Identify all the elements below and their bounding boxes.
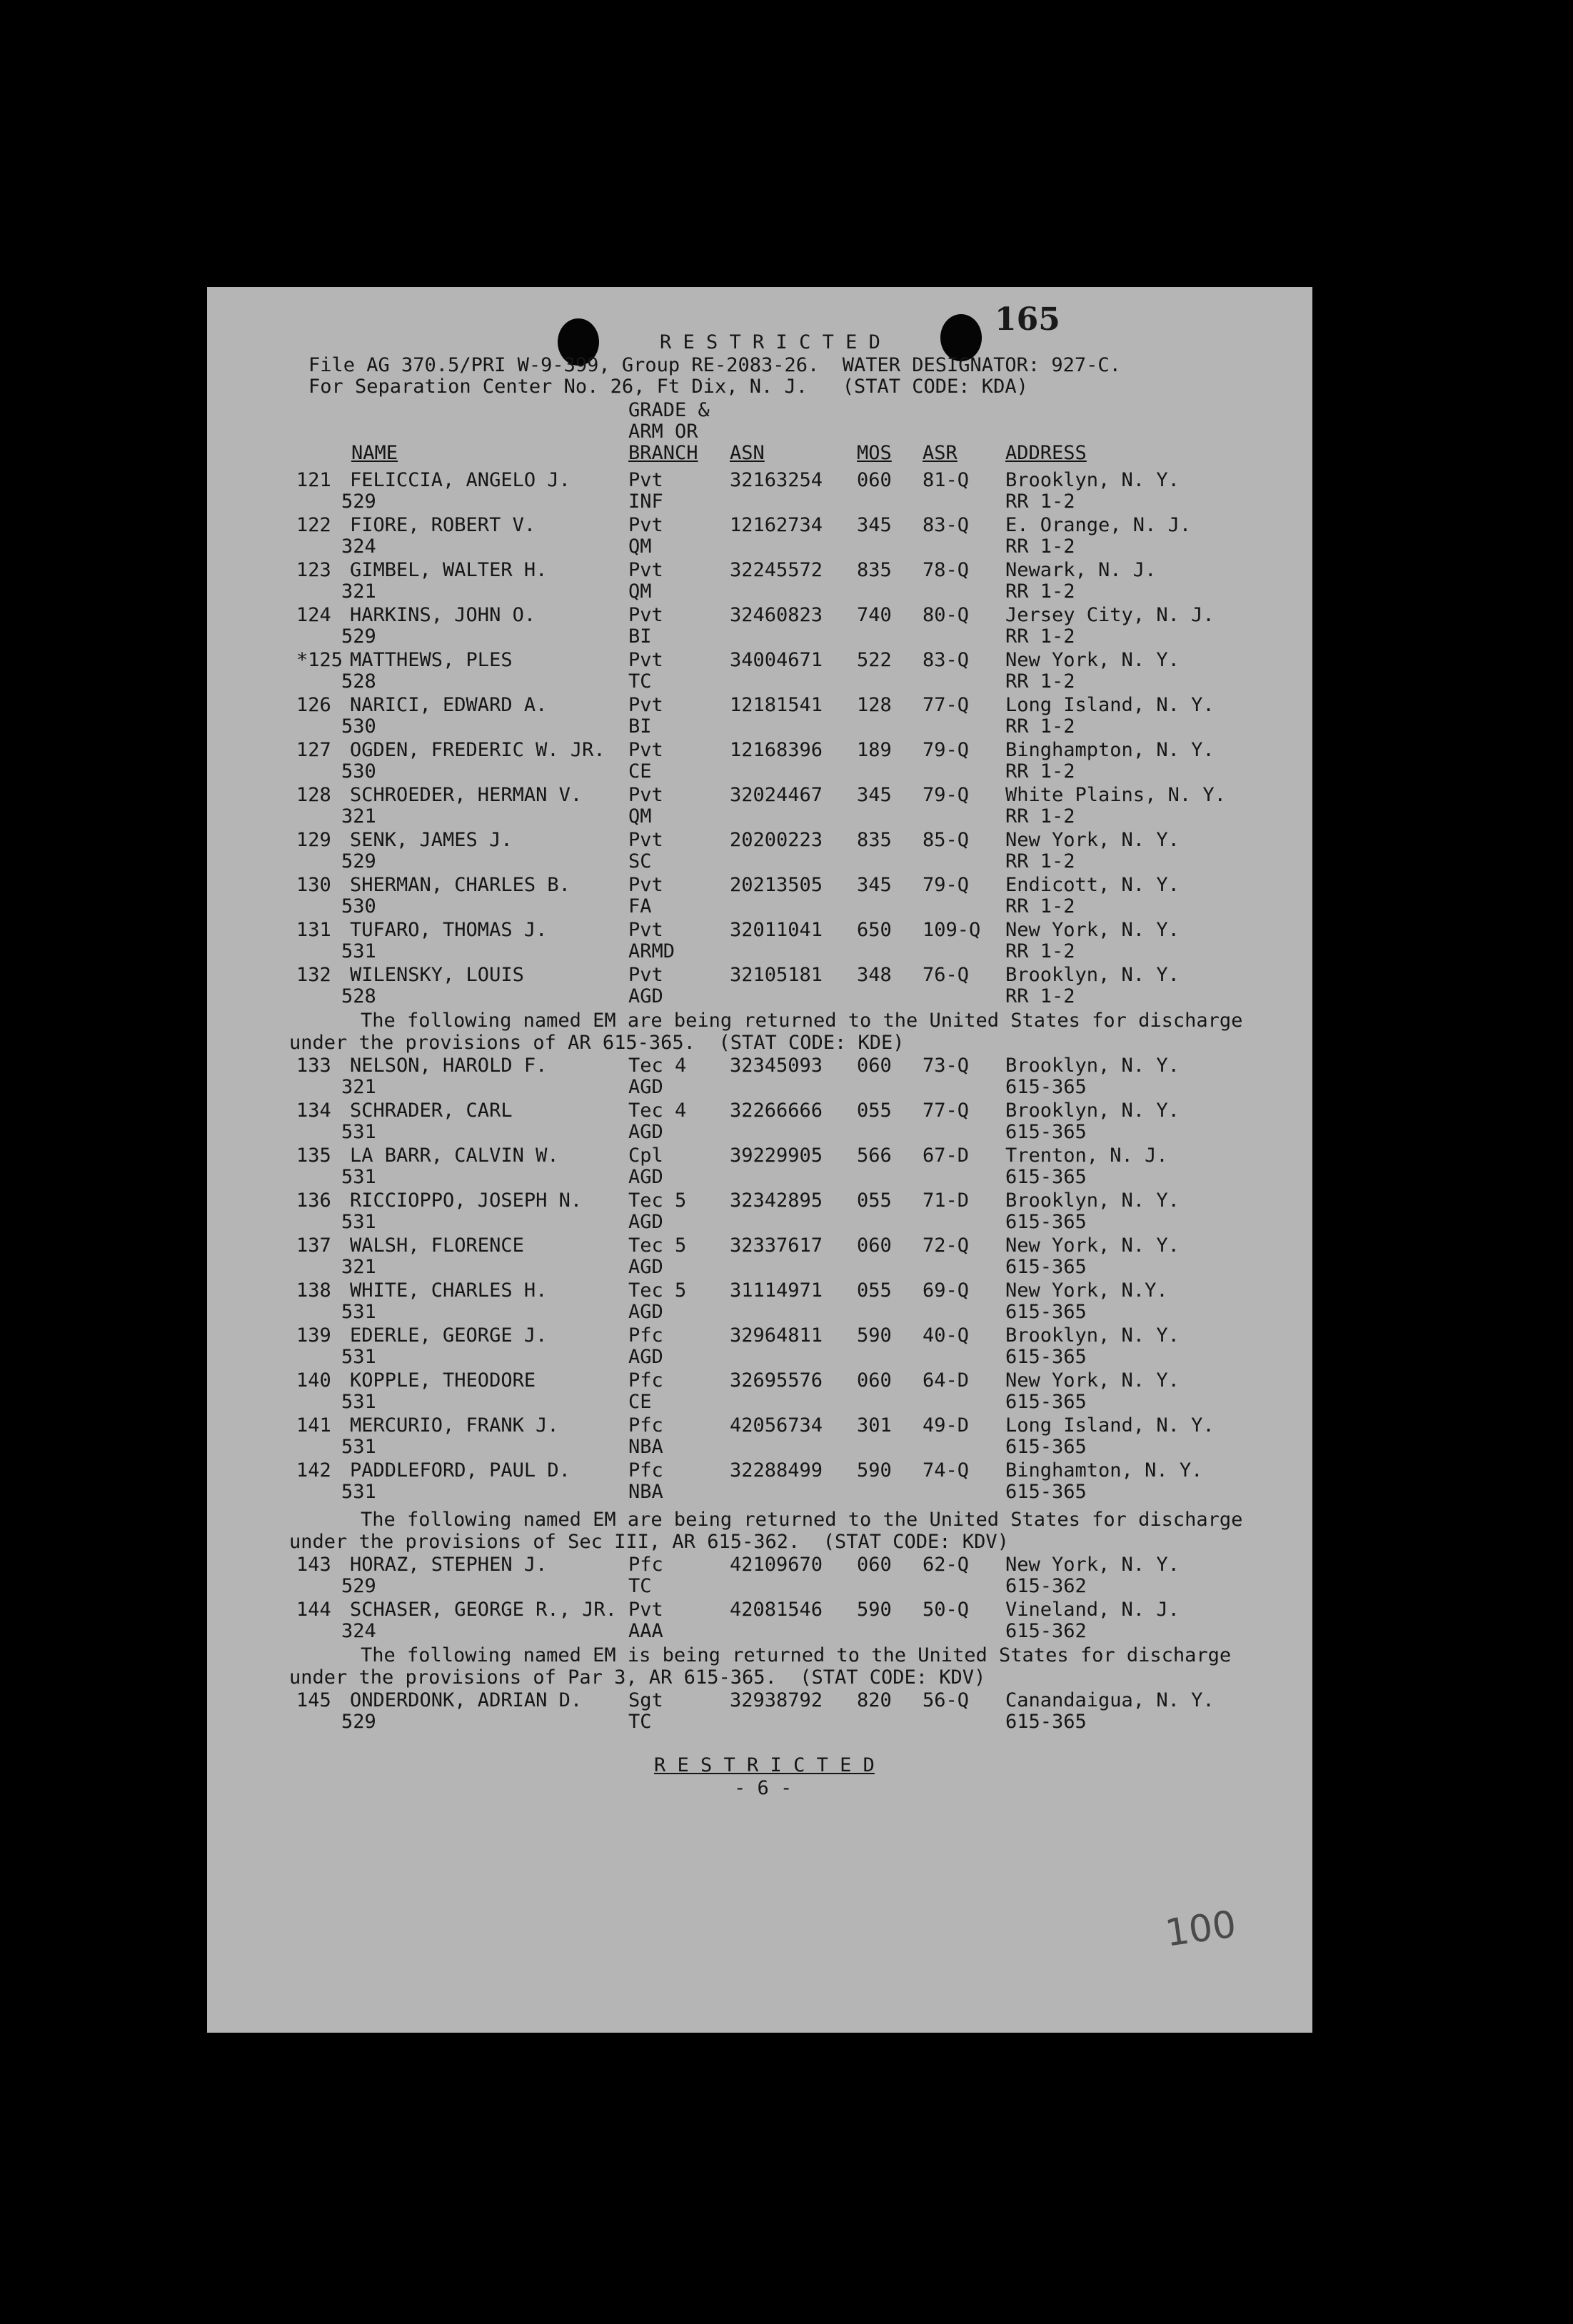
entry-number: 142 (296, 1459, 331, 1482)
discharge-paragraph-1 (289, 1010, 1246, 1054)
file-header-line1: File AG 370.5/PRI W-9-399, Group RE-2083-26. WATER DESIGNATOR: 927-C. (308, 354, 1121, 376)
branch: INF (628, 491, 663, 513)
address: New York, N. Y. (1005, 919, 1180, 941)
branch: SC (628, 850, 652, 872)
grade: Tec 5 (628, 1279, 687, 1302)
regulation: 615-365 (1005, 1166, 1087, 1188)
branch: TC (628, 1575, 652, 1597)
entry-number: 136 (296, 1189, 331, 1212)
address: New York, N. Y. (1005, 829, 1180, 851)
grade: Pfc (628, 1324, 663, 1347)
entry-number: 145 (296, 1689, 331, 1711)
address: Brooklyn, N. Y. (1005, 1324, 1180, 1347)
unit-code: 531 (341, 940, 376, 962)
col-grade-line1: GRADE & (628, 399, 710, 421)
mos: 055 (857, 1189, 892, 1212)
grade: Pvt (628, 784, 663, 806)
asn: 20200223 (730, 829, 823, 851)
unit-code: 529 (341, 1575, 376, 1597)
unit-code: 529 (341, 1711, 376, 1733)
grade: Pfc (628, 1554, 663, 1576)
branch: NBA (628, 1481, 663, 1503)
soldier-name: FIORE, ROBERT V. (350, 514, 536, 536)
regulation: 615-365 (1005, 1256, 1087, 1278)
asr: 71-D (923, 1189, 970, 1212)
grade: Pfc (628, 1459, 663, 1482)
unit-code: 324 (341, 535, 376, 558)
grade: Pvt (628, 694, 663, 716)
branch: AGD (628, 1166, 663, 1188)
unit-code: 531 (341, 1211, 376, 1233)
mos: 060 (857, 1554, 892, 1576)
unit-code: 528 (341, 670, 376, 693)
regulation: RR 1-2 (1005, 535, 1075, 558)
unit-code: 531 (341, 1166, 376, 1188)
asr: 79-Q (923, 784, 970, 806)
address: New York, N. Y. (1005, 649, 1180, 671)
entry-number: 123 (296, 559, 331, 581)
grade: Cpl (628, 1145, 663, 1167)
asn: 32024467 (730, 784, 823, 806)
branch: AGD (628, 1076, 663, 1098)
branch: AGD (628, 1121, 663, 1143)
regulation: 615-365 (1005, 1391, 1087, 1413)
mos: 590 (857, 1324, 892, 1347)
unit-code: 531 (341, 1121, 376, 1143)
regulation: 615-365 (1005, 1436, 1087, 1458)
unit-code: 531 (341, 1481, 376, 1503)
entry-number: 130 (296, 874, 331, 896)
unit-code: 530 (341, 760, 376, 783)
regulation: RR 1-2 (1005, 805, 1075, 828)
branch: ARMD (628, 940, 675, 962)
paragraph-line: under the provisions of Sec III, AR 615-362. (STAT CODE: KDV) (289, 1531, 1009, 1553)
soldier-name: RICCIOPPO, JOSEPH N. (350, 1189, 583, 1212)
soldier-name: MATTHEWS, PLES (350, 649, 513, 671)
paragraph-line: The following named EM is being returned to the United States for discharge (361, 1644, 1232, 1666)
mos: 060 (857, 469, 892, 491)
asn: 32695576 (730, 1369, 823, 1392)
unit-code: 324 (341, 1620, 376, 1642)
branch: AGD (628, 985, 663, 1007)
asn: 42081546 (730, 1599, 823, 1621)
asr: 62-Q (923, 1554, 970, 1576)
asn: 34004671 (730, 649, 823, 671)
asn: 20213505 (730, 874, 823, 896)
col-asn: ASN (730, 442, 765, 464)
entry-number: 143 (296, 1554, 331, 1576)
mos: 348 (857, 964, 892, 986)
discharge-paragraph-3 (289, 1644, 1246, 1689)
soldier-name: GIMBEL, WALTER H. (350, 559, 548, 581)
asn: 39229905 (730, 1145, 823, 1167)
asn: 32938792 (730, 1689, 823, 1711)
regulation: 615-365 (1005, 1121, 1087, 1143)
unit-code: 321 (341, 805, 376, 828)
mos: 060 (857, 1369, 892, 1392)
mos: 055 (857, 1100, 892, 1122)
asn: 12181541 (730, 694, 823, 716)
entry-number: 126 (296, 694, 331, 716)
mos: 055 (857, 1279, 892, 1302)
unit-code: 530 (341, 715, 376, 738)
branch: BI (628, 715, 652, 738)
unit-code: 529 (341, 625, 376, 648)
asr: 76-Q (923, 964, 970, 986)
address: Brooklyn, N. Y. (1005, 1189, 1180, 1212)
asr: 77-Q (923, 694, 970, 716)
paragraph-line: under the provisions of Par 3, AR 615-365. (STAT CODE: KDV) (289, 1666, 986, 1689)
mos: 301 (857, 1414, 892, 1437)
unit-code: 321 (341, 580, 376, 603)
entry-number: *125 (296, 649, 343, 671)
address: Jersey City, N. J. (1005, 604, 1215, 626)
soldier-name: SENK, JAMES J. (350, 829, 513, 851)
stamped-page-number: 165 (995, 301, 1060, 338)
entry-number: 133 (296, 1055, 331, 1077)
asr: 40-Q (923, 1324, 970, 1347)
asn: 32337617 (730, 1234, 823, 1257)
file-header-line2: For Separation Center No. 26, Ft Dix, N. J. (STAT CODE: KDA) (308, 376, 1028, 398)
asn: 32011041 (730, 919, 823, 941)
branch: AGD (628, 1301, 663, 1323)
mos: 820 (857, 1689, 892, 1711)
grade: Pvt (628, 829, 663, 851)
asr: 83-Q (923, 649, 970, 671)
branch: QM (628, 805, 652, 828)
mos: 189 (857, 739, 892, 761)
paragraph-line: The following named EM are being returned to the United States for discharge (361, 1509, 1243, 1531)
asr: 49-D (923, 1414, 970, 1437)
unit-code: 531 (341, 1346, 376, 1368)
asr: 79-Q (923, 874, 970, 896)
paragraph-line: under the provisions of AR 615-365. (STAT CODE: KDE) (289, 1032, 905, 1054)
branch: BI (628, 625, 652, 648)
regulation: RR 1-2 (1005, 580, 1075, 603)
col-asr: ASR (923, 442, 958, 464)
soldier-name: OGDEN, FREDERIC W. JR. (350, 739, 605, 761)
asr: 67-D (923, 1145, 970, 1167)
entry-number: 132 (296, 964, 331, 986)
asr: 64-D (923, 1369, 970, 1392)
asr: 78-Q (923, 559, 970, 581)
col-grade-line2: ARM OR (628, 421, 698, 443)
mos: 522 (857, 649, 892, 671)
mos: 060 (857, 1055, 892, 1077)
asn: 32245572 (730, 559, 823, 581)
soldier-name: SCHRADER, CARL (350, 1100, 513, 1122)
address: Binghamton, N. Y. (1005, 1459, 1203, 1482)
unit-code: 530 (341, 895, 376, 917)
entry-number: 135 (296, 1145, 331, 1167)
entry-number: 137 (296, 1234, 331, 1257)
mos: 835 (857, 559, 892, 581)
unit-code: 531 (341, 1436, 376, 1458)
grade: Pvt (628, 559, 663, 581)
soldier-name: WILENSKY, LOUIS (350, 964, 524, 986)
address: Newark, N. J. (1005, 559, 1157, 581)
mos: 740 (857, 604, 892, 626)
address: White Plains, N. Y. (1005, 784, 1226, 806)
mos: 060 (857, 1234, 892, 1257)
asn: 42056734 (730, 1414, 823, 1437)
mos: 566 (857, 1145, 892, 1167)
asn: 32105181 (730, 964, 823, 986)
regulation: RR 1-2 (1005, 625, 1075, 648)
address: New York, N. Y. (1005, 1369, 1180, 1392)
entry-number: 139 (296, 1324, 331, 1347)
col-address: ADDRESS (1005, 442, 1087, 464)
grade: Pvt (628, 469, 663, 491)
soldier-name: ONDERDONK, ADRIAN D. (350, 1689, 583, 1711)
branch: CE (628, 760, 652, 783)
soldier-name: MERCURIO, FRANK J. (350, 1414, 559, 1437)
asr: 81-Q (923, 469, 970, 491)
asn: 12168396 (730, 739, 823, 761)
regulation: RR 1-2 (1005, 985, 1075, 1007)
regulation: 615-365 (1005, 1481, 1087, 1503)
asn: 12162734 (730, 514, 823, 536)
entry-number: 129 (296, 829, 331, 851)
grade: Pfc (628, 1369, 663, 1392)
soldier-name: PADDLEFORD, PAUL D. (350, 1459, 571, 1482)
mos: 345 (857, 784, 892, 806)
regulation: RR 1-2 (1005, 670, 1075, 693)
grade: Pvt (628, 514, 663, 536)
regulation: 615-362 (1005, 1575, 1087, 1597)
asr: 109-Q (923, 919, 981, 941)
page-number: - 6 - (734, 1777, 793, 1799)
col-name: NAME (351, 442, 398, 464)
soldier-name: NELSON, HAROLD F. (350, 1055, 548, 1077)
entry-number: 140 (296, 1369, 331, 1392)
address: Trenton, N. J. (1005, 1145, 1168, 1167)
address: Canandaigua, N. Y. (1005, 1689, 1215, 1711)
grade: Tec 5 (628, 1234, 687, 1257)
branch: TC (628, 670, 652, 693)
regulation: 615-365 (1005, 1346, 1087, 1368)
regulation: RR 1-2 (1005, 940, 1075, 962)
address: E. Orange, N. J. (1005, 514, 1192, 536)
asr: 56-Q (923, 1689, 970, 1711)
entry-number: 131 (296, 919, 331, 941)
asr: 72-Q (923, 1234, 970, 1257)
unit-code: 528 (341, 985, 376, 1007)
grade: Pvt (628, 919, 663, 941)
address: Binghampton, N. Y. (1005, 739, 1215, 761)
regulation: RR 1-2 (1005, 491, 1075, 513)
asr: 80-Q (923, 604, 970, 626)
unit-code: 531 (341, 1301, 376, 1323)
unit-code: 529 (341, 491, 376, 513)
asr: 83-Q (923, 514, 970, 536)
soldier-name: EDERLE, GEORGE J. (350, 1324, 548, 1347)
entry-number: 141 (296, 1414, 331, 1437)
asn: 32964811 (730, 1324, 823, 1347)
mos: 128 (857, 694, 892, 716)
branch: AGD (628, 1211, 663, 1233)
asr: 69-Q (923, 1279, 970, 1302)
regulation: 615-365 (1005, 1211, 1087, 1233)
regulation: RR 1-2 (1005, 760, 1075, 783)
address: New York, N. Y. (1005, 1554, 1180, 1576)
entry-number: 138 (296, 1279, 331, 1302)
soldier-name: SCHASER, GEORGE R., JR. (350, 1599, 617, 1621)
grade: Tec 4 (628, 1100, 687, 1122)
soldier-name: WALSH, FLORENCE (350, 1234, 524, 1257)
mos: 650 (857, 919, 892, 941)
grade: Pfc (628, 1414, 663, 1437)
grade: Tec 4 (628, 1055, 687, 1077)
entry-number: 121 (296, 469, 331, 491)
address: Brooklyn, N. Y. (1005, 1100, 1180, 1122)
asr: 50-Q (923, 1599, 970, 1621)
asr: 74-Q (923, 1459, 970, 1482)
branch: FA (628, 895, 652, 917)
asr: 77-Q (923, 1100, 970, 1122)
soldier-name: NARICI, EDWARD A. (350, 694, 548, 716)
soldier-name: WHITE, CHARLES H. (350, 1279, 548, 1302)
branch: CE (628, 1391, 652, 1413)
grade: Pvt (628, 874, 663, 896)
regulation: 615-365 (1005, 1076, 1087, 1098)
soldier-name: HORAZ, STEPHEN J. (350, 1554, 548, 1576)
regulation: 615-365 (1005, 1301, 1087, 1323)
branch: QM (628, 535, 652, 558)
grade: Pvt (628, 739, 663, 761)
address: Endicott, N. Y. (1005, 874, 1180, 896)
address: New York, N. Y. (1005, 1234, 1180, 1257)
address: Brooklyn, N. Y. (1005, 469, 1180, 491)
asn: 32163254 (730, 469, 823, 491)
entry-number: 122 (296, 514, 331, 536)
asn: 32460823 (730, 604, 823, 626)
asr: 85-Q (923, 829, 970, 851)
asr: 73-Q (923, 1055, 970, 1077)
grade: Tec 5 (628, 1189, 687, 1212)
restricted-top: R E S T R I C T E D (660, 331, 880, 353)
branch: NBA (628, 1436, 663, 1458)
discharge-paragraph-2 (289, 1509, 1246, 1553)
asn: 32266666 (730, 1100, 823, 1122)
asn: 32342895 (730, 1189, 823, 1212)
soldier-name: SCHROEDER, HERMAN V. (350, 784, 583, 806)
regulation: RR 1-2 (1005, 895, 1075, 917)
address: New York, N.Y. (1005, 1279, 1168, 1302)
asr: 79-Q (923, 739, 970, 761)
entry-number: 127 (296, 739, 331, 761)
soldier-name: HARKINS, JOHN O. (350, 604, 536, 626)
address: Brooklyn, N. Y. (1005, 964, 1180, 986)
mos: 835 (857, 829, 892, 851)
address: Brooklyn, N. Y. (1005, 1055, 1180, 1077)
soldier-name: FELICCIA, ANGELO J. (350, 469, 571, 491)
entry-number: 128 (296, 784, 331, 806)
branch: QM (628, 580, 652, 603)
entry-number: 124 (296, 604, 331, 626)
soldier-name: KOPPLE, THEODORE (350, 1369, 536, 1392)
unit-code: 529 (341, 850, 376, 872)
asn: 32345093 (730, 1055, 823, 1077)
entry-number: 144 (296, 1599, 331, 1621)
regulation: RR 1-2 (1005, 715, 1075, 738)
col-grade-line3: BRANCH (628, 442, 698, 464)
regulation: 615-362 (1005, 1620, 1087, 1642)
mos: 590 (857, 1599, 892, 1621)
grade: Pvt (628, 964, 663, 986)
grade: Pvt (628, 1599, 663, 1621)
mos: 590 (857, 1459, 892, 1482)
entry-number: 134 (296, 1100, 331, 1122)
restricted-bottom: R E S T R I C T E D (654, 1754, 875, 1776)
address: Long Island, N. Y. (1005, 1414, 1215, 1437)
grade: Pvt (628, 604, 663, 626)
regulation: RR 1-2 (1005, 850, 1075, 872)
branch: AGD (628, 1346, 663, 1368)
soldier-name: TUFARO, THOMAS J. (350, 919, 548, 941)
address: Vineland, N. J. (1005, 1599, 1180, 1621)
asn: 42109670 (730, 1554, 823, 1576)
unit-code: 321 (341, 1256, 376, 1278)
paragraph-line: The following named EM are being returned to the United States for discharge (361, 1010, 1243, 1032)
mos: 345 (857, 514, 892, 536)
unit-code: 321 (341, 1076, 376, 1098)
regulation: 615-365 (1005, 1711, 1087, 1733)
unit-code: 531 (341, 1391, 376, 1413)
grade: Pvt (628, 649, 663, 671)
branch: AGD (628, 1256, 663, 1278)
soldier-name: LA BARR, CALVIN W. (350, 1145, 559, 1167)
mos: 345 (857, 874, 892, 896)
handwritten-mark: 100 (1162, 1903, 1239, 1956)
address: Long Island, N. Y. (1005, 694, 1215, 716)
asn: 31114971 (730, 1279, 823, 1302)
grade: Sgt (628, 1689, 663, 1711)
branch: AAA (628, 1620, 663, 1642)
asn: 32288499 (730, 1459, 823, 1482)
branch: TC (628, 1711, 652, 1733)
soldier-name: SHERMAN, CHARLES B. (350, 874, 571, 896)
col-mos: MOS (857, 442, 892, 464)
